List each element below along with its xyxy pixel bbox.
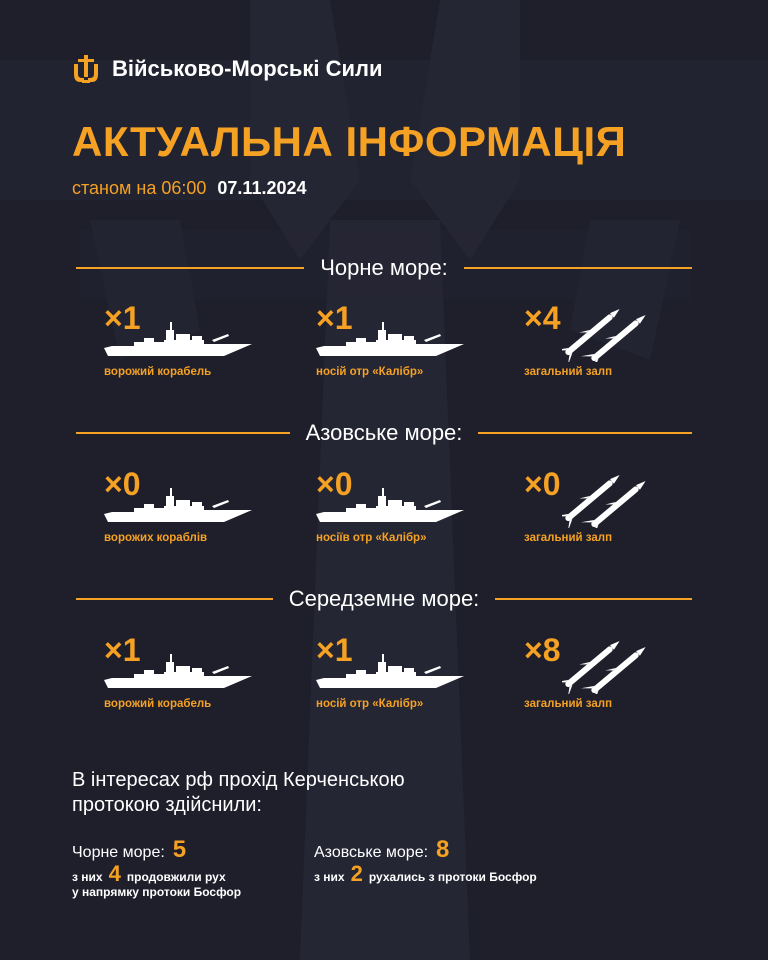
warship-icon xyxy=(104,322,252,358)
stat-count: ×1 xyxy=(316,300,353,336)
kerch-azov-sea-count xyxy=(314,836,449,864)
note-prefix: з них xyxy=(314,870,345,884)
kerch-heading-line-2: протокою здійснили: xyxy=(72,794,262,816)
warship-icon xyxy=(316,654,464,690)
note-text-line-2: у напрямку протоки Босфор xyxy=(72,885,242,899)
stat-caption: носій отр «Калібр» xyxy=(316,698,424,710)
missiles-icon xyxy=(562,468,652,528)
header xyxy=(72,54,383,84)
divider xyxy=(478,432,692,434)
missiles-icon xyxy=(562,302,652,362)
stat-enemy-ships xyxy=(104,632,294,722)
page-title: АКТУАЛЬНА ІНФОРМАЦІЯ xyxy=(72,118,627,165)
divider xyxy=(464,267,692,269)
stat-kalibr-carriers xyxy=(316,466,506,556)
stat-count: ×8 xyxy=(524,632,561,668)
kerch-azov-sea-note xyxy=(314,861,537,886)
stat-caption: загальний залп xyxy=(524,366,613,378)
stat-caption: ворожий корабель xyxy=(104,366,212,378)
stat-count: ×0 xyxy=(316,466,353,502)
passage-count: 8 xyxy=(436,836,450,863)
stat-count: ×1 xyxy=(316,632,353,668)
sea-heading-azov-sea xyxy=(76,418,692,448)
stat-kalibr-carriers xyxy=(316,632,506,722)
kerch-black-sea-note xyxy=(72,861,242,900)
passage-count: 5 xyxy=(172,836,187,863)
note-prefix: з них xyxy=(72,870,103,884)
missiles-icon xyxy=(562,634,652,694)
stat-caption: носій отр «Калібр» xyxy=(316,366,424,378)
sea-label: Азовське море: xyxy=(314,844,429,861)
navy-emblem-icon xyxy=(72,54,100,84)
warship-icon xyxy=(104,654,252,690)
kerch-heading-line-1: В інтересах рф прохід Керченською xyxy=(72,769,405,791)
note-count: 2 xyxy=(350,861,363,886)
sea-label: Чорне море: xyxy=(72,844,165,861)
stat-kalibr-carriers xyxy=(316,300,506,390)
sea-heading-black-sea xyxy=(76,253,692,283)
note-count: 4 xyxy=(108,861,121,886)
sea-name: Азовське море: xyxy=(305,420,463,445)
stat-count: ×1 xyxy=(104,632,141,668)
kerch-passage-heading xyxy=(72,768,405,818)
note-text: продовжили рух xyxy=(126,870,226,884)
sea-name: Чорне море: xyxy=(320,255,448,280)
stat-caption: носіїв отр «Калібр» xyxy=(316,532,427,544)
stat-enemy-ships xyxy=(104,300,294,390)
stat-count: ×0 xyxy=(524,466,561,502)
stat-count: ×1 xyxy=(104,300,141,336)
kerch-black-sea-count xyxy=(72,836,186,864)
divider xyxy=(76,598,273,600)
stat-caption: загальний залп xyxy=(524,532,613,544)
report-time-label: станом на 06:00 xyxy=(72,178,207,198)
stat-caption: ворожих кораблів xyxy=(104,532,208,544)
divider xyxy=(76,432,290,434)
stat-caption: ворожий корабель xyxy=(104,698,212,710)
sea-heading-mediterranean xyxy=(76,584,692,614)
subtitle xyxy=(72,178,307,199)
stat-count: ×0 xyxy=(104,466,141,502)
divider xyxy=(76,267,304,269)
stat-total-salvo xyxy=(524,632,714,722)
warship-icon xyxy=(316,322,464,358)
stat-caption: загальний залп xyxy=(524,698,613,710)
warship-icon xyxy=(104,488,252,524)
divider xyxy=(495,598,692,600)
stat-total-salvo xyxy=(524,300,714,390)
stat-count: ×4 xyxy=(524,300,561,336)
stat-enemy-ships xyxy=(104,466,294,556)
org-name: Військово-Морські Сили xyxy=(112,56,383,81)
report-date: 07.11.2024 xyxy=(217,178,307,198)
stat-total-salvo xyxy=(524,466,714,556)
warship-icon xyxy=(316,488,464,524)
note-text: рухались з протоки Босфор xyxy=(368,870,537,884)
sea-name: Середземне море: xyxy=(288,586,480,611)
